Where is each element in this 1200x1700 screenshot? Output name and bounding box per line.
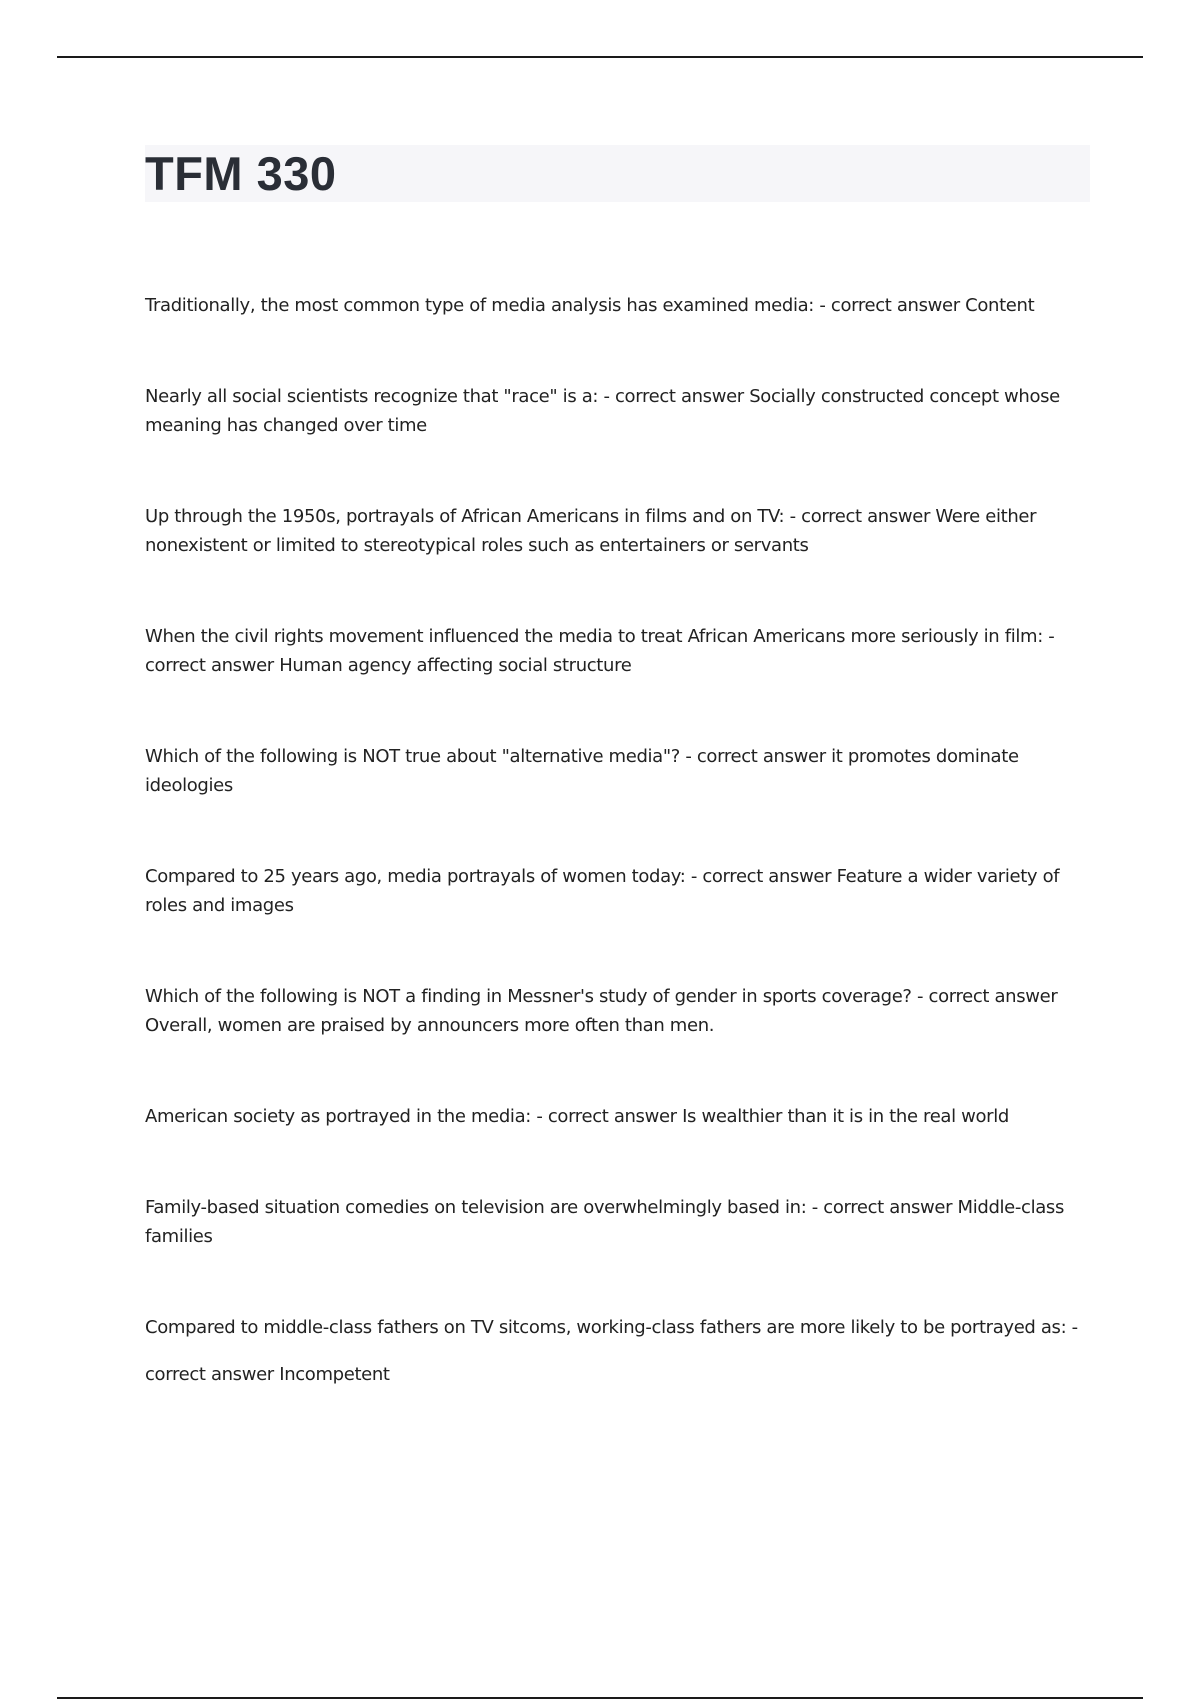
document-title: TFM 330 bbox=[145, 147, 337, 200]
qa-item-1: Traditionally, the most common type of media analysis has examined media: - correct answer Content bbox=[145, 295, 1035, 316]
top-rule bbox=[57, 56, 1143, 58]
qa-item-3: Up through the 1950s, portrayals of African Americans in films and on TV: - correct answer Were either nonexistent or limited to stereotypical roles such as entertainers or servants bbox=[145, 506, 1037, 556]
qa-item-6: Compared to 25 years ago, media portrayals of women today: - correct answer Feature a wider variety of roles and images bbox=[145, 866, 1060, 916]
bottom-rule bbox=[57, 1697, 1143, 1699]
qa-item-4: When the civil rights movement influenced the media to treat African Americans more seriously in film: - correct answer Human agency affecting social structure bbox=[145, 626, 1055, 676]
title-banner bbox=[145, 145, 1090, 202]
qa-item-2: Nearly all social scientists recognize that "race" is a: - correct answer Socially constructed concept whose meaning has changed over time bbox=[145, 386, 1060, 436]
qa-item-9: Family-based situation comedies on television are overwhelmingly based in: - correct answer Middle-class families bbox=[145, 1197, 1064, 1247]
qa-item-8: American society as portrayed in the media: - correct answer Is wealthier than it is in the real world bbox=[145, 1106, 1009, 1127]
qa-item-5: Which of the following is NOT true about "alternative media"? - correct answer it promotes dominate ideologies bbox=[145, 746, 1019, 796]
qa-item-10: Compared to middle-class fathers on TV sitcoms, working-class fathers are more likely to be portrayed as: - correct answer Incompetent bbox=[145, 1317, 1078, 1385]
qa-item-7: Which of the following is NOT a finding in Messner's study of gender in sports coverage? - correct answer Overall, women are praised by announcers more often than men. bbox=[145, 986, 1058, 1036]
